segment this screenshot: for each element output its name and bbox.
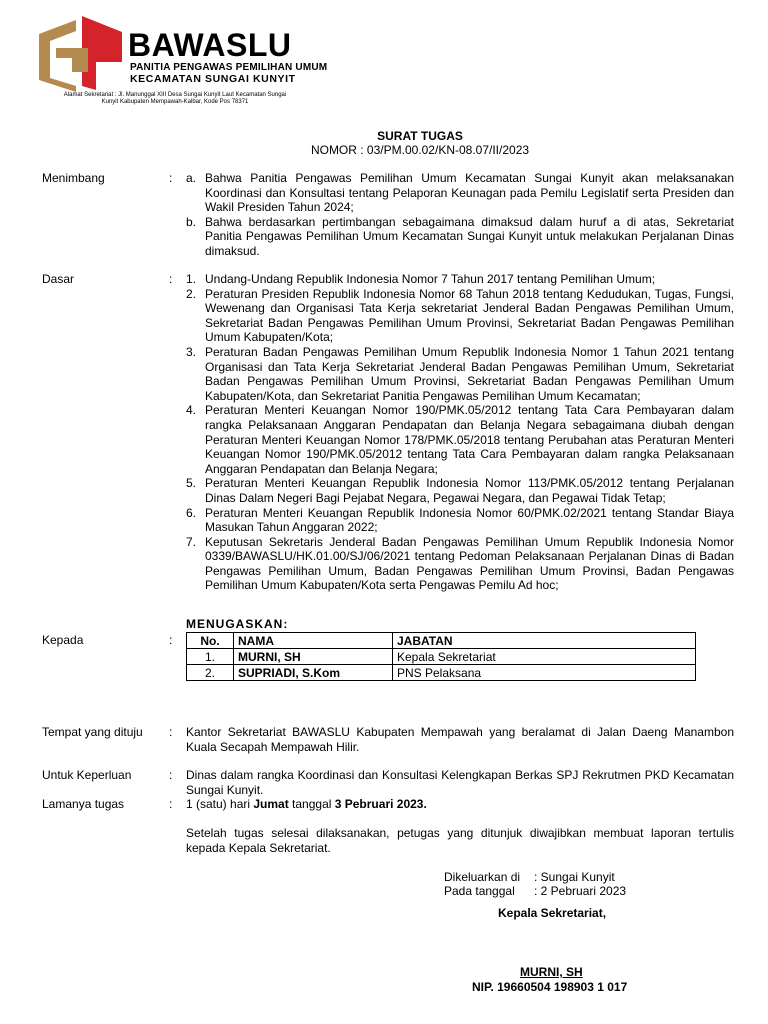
keperluan-colon: : [169,768,173,782]
table-header-row [187,633,696,649]
list-item-text: Undang-Undang Republik Indonesia Nomor 7 Tahun 2017 tentang Pemilihan Umum; [205,272,656,286]
list-item [186,535,734,593]
menimbang-colon: : [169,171,173,185]
list-item-text: Peraturan Badan Pengawas Pemilihan Umum Republik Indonesia Nomor 1 Tahun 2021 tentang Organisasi dan Tata Kerja Sekretariat Jenderal Badan Pengawas Pemilihan Umum, Sekretariat Badan Pengawas Pemilihan Umum Provinsi, Sekretariat Badan Pengawas Pemilihan Umum Kabupaten/Kota, dan Sekretariat Panitia Pengawas Pemilihan Umum Kecamatan; [205,344,734,403]
document-number: NOMOR : 03/PM.00.02/KN-08.07/II/2023 [310,143,530,157]
list-marker: 6. [186,505,197,520]
signatory-nip: NIP. 19660504 198903 1 017 [472,980,628,994]
keperluan-label: Untuk Keperluan [42,768,132,782]
column-header-no: No. [187,633,234,649]
list-marker: 1. [186,272,197,286]
list-item-text: Peraturan Presiden Republik Indonesia Nomor 68 Tahun 2018 tentang Kedudukan, Tugas, Fungsi, Wewenang dan Organisasi Tata Kerja sekretariat Jenderal Badan Pengawas Pemilihan Umum, Sekretariat Badan Pengawas Pemilihan Umum Provinsi, Sekretariat Badan Pengawas Pemilihan Umum Kabupaten/Kota; [205,286,734,345]
table-row [187,649,696,665]
list-item-text: Bahwa Panitia Pengawas Pemilihan Umum Kecamatan Sungai Kunyit akan melaksanakan Koordinasi dan Konsultasi tentang Pelaporan Keunagan pada Pemilu Legislatif serta Presiden dan Wakil Presiden Tahun 2024; [205,171,734,215]
cell-no: 2. [187,665,234,681]
lamanya-colon: : [169,797,173,811]
kepada-colon: : [169,633,173,647]
list-item-text: Peraturan Menteri Keuangan Republik Indonesia Nomor 113/PMK.05/2012 tentang Perjalanan Dinas Dalam Negeri Bagi Pejabat Negara, Pegawai Negara, dan Pegawai Tidak Tetap; [205,476,734,505]
logo-gold-inner [56,48,88,72]
list-item-text: Peraturan Menteri Keuangan Republik Indonesia Nomor 60/PMK.02/2021 tentang Standar Biaya Masukan Tahun Anggaran 2022; [205,505,734,535]
lamanya-text [186,797,734,812]
list-marker: 7. [186,534,197,549]
issued-at-label: Dikeluarkan di [444,870,521,884]
lamanya-mid: tanggal [288,797,335,811]
cell-nama: MURNI, SH [234,649,393,665]
column-header-jabatan: JABATAN [393,633,696,649]
kepada-label: Kepada [42,633,84,647]
org-subtitle-1: PANITIA PENGAWAS PEMILIHAN UMUM [130,62,328,73]
lamanya-label: Lamanya tugas [42,797,125,811]
list-item [186,476,734,505]
address-line-2: Kunyit Kabupaten Mempawah-Kalbar, Kode Pos 78371 [101,98,249,105]
issued-date-label: Pada tanggal [444,884,515,898]
list-item [186,506,734,535]
address-line-1: Alamat Sekretariat : Jl. Manunggal XIII Desa Sungai Kunyit Laut Kecamatan Sungai [63,92,287,98]
keperluan-text: Dinas dalam rangka Koordinasi dan Konsultasi Kelengkapan Berkas SPJ Rekrutmen PKD Kecamatan Sungai Kunyit. [186,768,734,797]
list-marker: b. [186,214,197,229]
signatory-position: Kepala Sekretariat, [498,906,607,920]
tempat-colon: : [169,725,173,739]
table-row [187,665,696,681]
lamanya-date: 3 Pebruari 2023. [334,797,427,811]
dasar-list [186,272,734,593]
lamanya-prefix: 1 (satu) hari [186,797,254,811]
column-header-nama: NAMA [234,633,393,649]
lamanya-day: Jumat [253,797,289,811]
list-item-text: Peraturan Menteri Keuangan Nomor 190/PMK.05/2012 tentang Tata Cara Pembayaran dalam rangka Pelaksanaan Anggaran Pendapatan dan Belanja Negara sebagaimana diubah dengan Peraturan Menteri Keuangan Nomor 178/PMK.05/2018 tentang Perubahan atas Peraturan Menteri Keuangan Nomor 190/PMK.05/2012 tentang Tata Cara Pembayaran dalam rangka Pelaksanaan Anggaran Pendapatan dan Belanja Negara; [205,403,734,476]
menugaskan-heading: MENUGASKAN: [186,617,289,631]
list-item [186,403,734,476]
dasar-colon: : [169,272,173,286]
list-marker: 4. [186,403,197,418]
menimbang-label: Menimbang [42,171,105,185]
cell-jabatan: Kepala Sekretariat [393,649,696,665]
list-item-text: Keputusan Sekretaris Jenderal Badan Pengawas Pemilihan Umum Republik Indonesia Nomor 0339/BAWASLU/HK.01.00/SJ/06/2021 tentang Pedoman Pelaksanaan Perjalanan Dinas di Badan Pengawas Pemilihan Umum, Badan Pengawas Pemilihan Umum Provinsi, Badan Pengawas Pemilihan Umum Kabupaten/Kota serta Pengawas Pemilu Ad hoc; [205,534,734,593]
list-item [186,287,734,345]
issued-date-value: : 2 Pebruari 2023 [534,884,627,898]
tempat-label: Tempat yang dituju [42,725,143,739]
list-marker: 3. [186,344,197,359]
cell-no: 1. [187,649,234,665]
list-item [186,272,734,287]
menimbang-list [186,171,734,259]
list-item [186,345,734,403]
tempat-text: Kantor Sekretariat BAWASLU Kabupaten Mempawah yang beralamat di Jalan Daeng Manambon Kuala Secapah Mempawah Hilir. [186,725,734,754]
closing-paragraph: Setelah tugas selesai dilaksanakan, petugas yang ditunjuk diwajibkan membuat laporan tertulis kepada Kepala Sekretariat. [186,826,734,855]
org-address [40,92,310,105]
list-item-text: Bahwa berdasarkan pertimbangan sebagaimana dimaksud dalam huruf a di atas, Sekretariat Panitia Pengawas Pemilihan Umum Kecamatan Sungai Kunyit untuk melakukan Perjalanan Dinas dimaksud. [205,214,734,258]
org-subtitle-2: KECAMATAN SUNGAI KUNYIT [130,73,296,85]
list-marker: 2. [186,286,197,301]
cell-nama: SUPRIADI, S.Kom [234,665,393,681]
issued-at-value: : Sungai Kunyit [534,870,615,884]
dasar-label: Dasar [42,272,75,286]
list-item [186,171,734,215]
bawaslu-logo [36,14,124,92]
list-marker: 5. [186,476,197,491]
signatory-name: MURNI, SH [520,965,583,979]
list-item [186,215,734,259]
org-name: BAWASLU [128,27,292,63]
cell-jabatan: PNS Pelaksana [393,665,696,681]
document-title: SURAT TUGAS [377,129,463,143]
list-marker: a. [186,171,197,185]
assignee-table [186,632,696,681]
